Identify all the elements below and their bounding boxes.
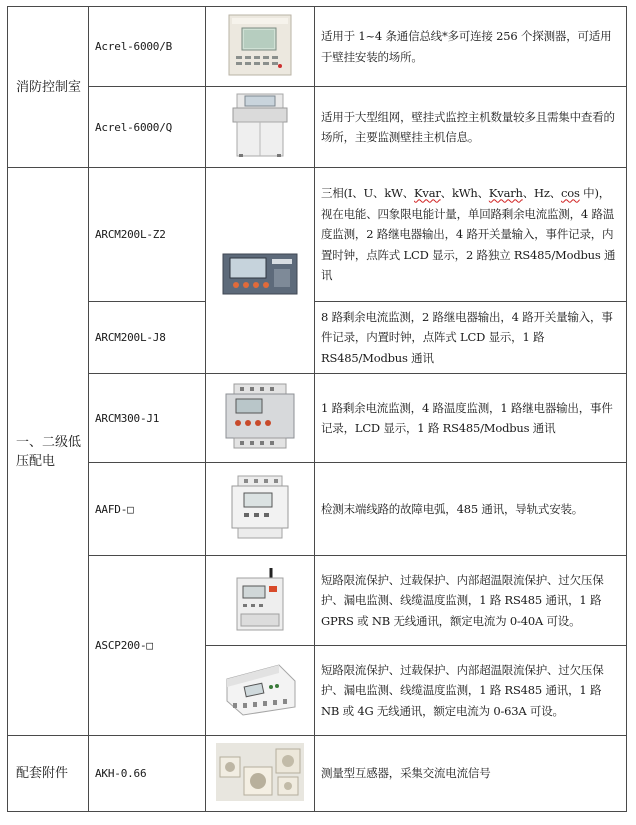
description-cell: 测量型互感器，采集交流电流信号 bbox=[315, 736, 627, 812]
current-transformer-image bbox=[216, 743, 304, 801]
description-cell: 短路限流保护、过载保护、内部超温限流保护、过欠压保护、漏电监测、线缆温度监测，1 路 RS485 通讯，1 路 NB 或 4G 无线通讯，额定电流为 0-63A 可设。 bbox=[315, 646, 627, 736]
model-cell: AKH-0.66 bbox=[89, 736, 206, 812]
description-cell bbox=[315, 168, 627, 302]
product-image-cell bbox=[206, 168, 315, 374]
description-cell: 短路限流保护、过载保护、内部超温限流保护、过欠压保护、漏电监测、线缆温度监测，1 路 RS485 通讯，1 路 GPRS 或 NB 无线通讯，额定电流为 0-40A 可设。 bbox=[315, 556, 627, 646]
description-cell: 8 路剩余电流监测，2 路继电器输出，4 路开关量输入，事件记录，内置时钟，点阵式 LCD 显示，1 路 RS485/Modbus 通讯 bbox=[315, 302, 627, 374]
desc-text-3: 、Hz、 bbox=[522, 186, 562, 201]
table-row bbox=[8, 374, 627, 463]
description-cell: 检测末端线路的故障电弧，485 通讯，导轨式安装。 bbox=[315, 463, 627, 556]
desc-text-cos: cos bbox=[561, 186, 580, 201]
table-row bbox=[8, 7, 627, 87]
table-row bbox=[8, 87, 627, 168]
protector-antenna-image bbox=[231, 566, 289, 632]
model-cell: Acrel-6000/Q bbox=[89, 87, 206, 168]
model-cell: AAFD-□ bbox=[89, 463, 206, 556]
cabinet-controller-image bbox=[229, 92, 291, 158]
arc-fault-detector-image bbox=[230, 475, 290, 539]
desc-text-kvar: Kvar bbox=[414, 186, 441, 201]
panel-meter-image bbox=[222, 253, 298, 295]
product-image-cell bbox=[206, 463, 315, 556]
table-row bbox=[8, 556, 627, 646]
table-row bbox=[8, 168, 627, 302]
product-image-cell bbox=[206, 374, 315, 463]
product-image-cell bbox=[206, 646, 315, 736]
desc-text-2: 、kWh、 bbox=[440, 186, 489, 201]
description-cell: 适用于大型组网，壁挂式监控主机数量较多且需集中查看的场所，主要监测壁挂主机信息。 bbox=[315, 87, 627, 168]
din-rail-detector-image bbox=[224, 383, 296, 449]
table-row bbox=[8, 736, 627, 812]
model-cell: ARCM200L-J8 bbox=[89, 302, 206, 374]
product-image-cell bbox=[206, 556, 315, 646]
category-cell: 一、二级低压配电 bbox=[8, 168, 89, 736]
description-cell: 适用于 1~4 条通信总线*多可连接 256 个探测器，可适用于壁挂安装的场所。 bbox=[315, 7, 627, 87]
product-image-cell bbox=[206, 736, 315, 812]
table-row bbox=[8, 302, 627, 374]
model-cell: ARCM200L-Z2 bbox=[89, 168, 206, 302]
desc-text-1: 三相(I、U、kW、 bbox=[321, 186, 415, 201]
table-row bbox=[8, 463, 627, 556]
product-table bbox=[7, 6, 627, 812]
product-image-cell bbox=[206, 7, 315, 87]
category-cell: 消防控制室 bbox=[8, 7, 89, 168]
protector-white-image bbox=[223, 661, 297, 717]
model-cell: Acrel-6000/B bbox=[89, 7, 206, 87]
desc-text-kvarh: Kvarh bbox=[488, 186, 523, 201]
desc-text-4: 中)，视在电能、四象限电能计量，单回路剩余电流监测，4 路温度监测，2 路继电器输出，4 路开关量输入，事件记录，内置时钟，点阵式 LCD 显示，2 路独立 RS485/Modbus 通讯 bbox=[321, 186, 616, 283]
model-cell: ARCM300-J1 bbox=[89, 374, 206, 463]
description-cell: 1 路剩余电流监测，4 路温度监测，1 路继电器输出，事件记录，LCD 显示，1 路 RS485/Modbus 通讯 bbox=[315, 374, 627, 463]
wall-controller-image bbox=[228, 14, 292, 76]
product-image-cell bbox=[206, 87, 315, 168]
category-cell: 配套附件 bbox=[8, 736, 89, 812]
model-cell: ASCP200-□ bbox=[89, 556, 206, 736]
